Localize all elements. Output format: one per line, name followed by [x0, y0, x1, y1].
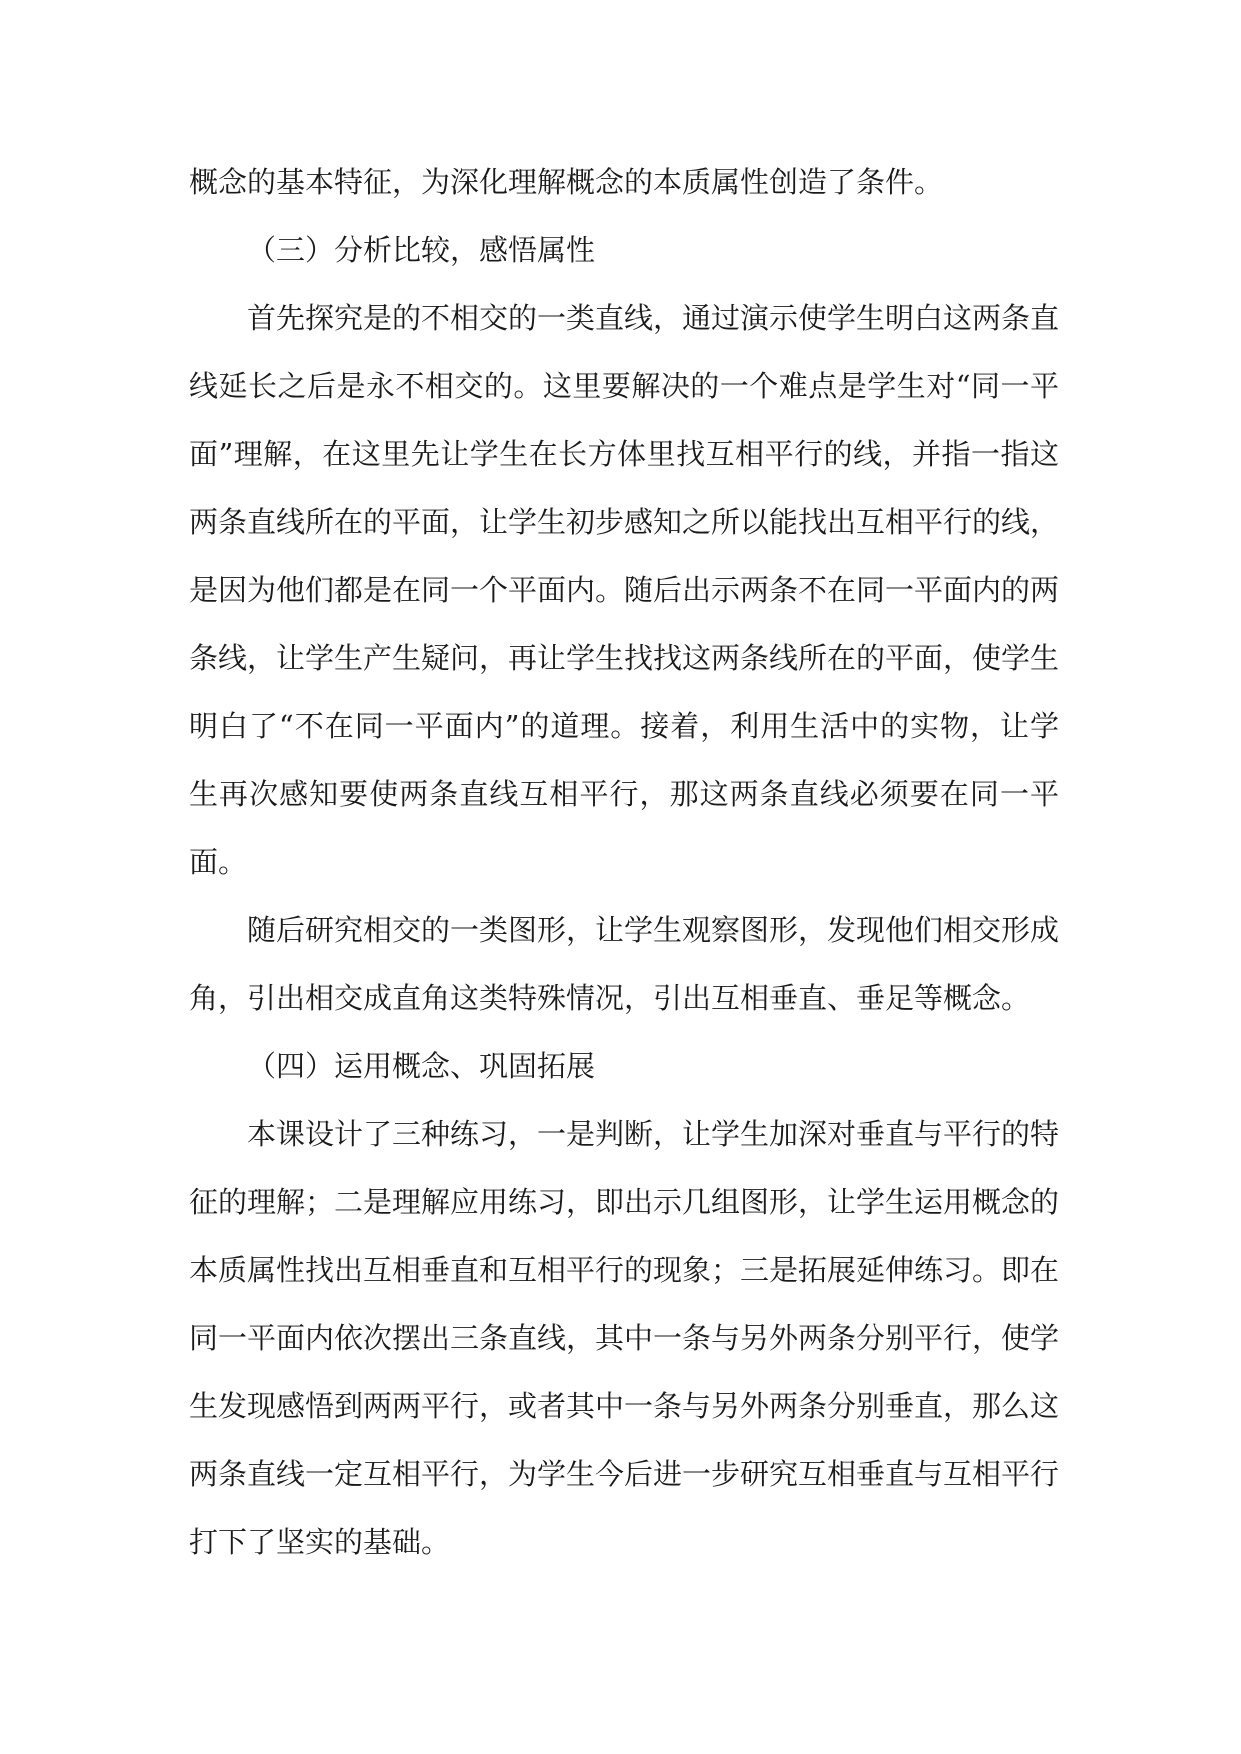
paragraph-continuation: 概念的基本特征，为深化理解概念的本质属性创造了条件。	[189, 165, 944, 199]
paragraph-parallel-lines: 首先探究是的不相交的一类直线，通过演示使学生明白这两条直线延长之后是永不相交的。这里要解决的一个难点是学生对“同一平面”理解，在这里先让学生在长方体里找互相平行的线，并指一指这两条直线所在的平面，让学生初步感知之所以能找出互相平行的线，是因为他们都是在同一个平面内。随后出示两条不在同一平面内的两条线，让学生产生疑问，再让学生找找这两条线所在的平面，使学生明白了“不在同一平面内”的道理。接着，利用生活中的实物，让学生再次感知要使两条直线互相平行，那这两条直线必须要在同一平面。	[189, 301, 1060, 879]
paragraph-exercises: 本课设计了三种练习，一是判断，让学生加深对垂直与平行的特征的理解；二是理解应用练习，即出示几组图形，让学生运用概念的本质属性找出互相垂直和互相平行的现象；三是拓展延伸练习。即在同一平面内依次摆出三条直线，其中一条与另外两条分别平行，使学生发现感悟到两两平行，或者其中一条与另外两条分别垂直，那么这两条直线一定互相平行，为学生今后进一步研究互相垂直与互相平行打下了坚实的基础。	[189, 1117, 1060, 1559]
document-body	[189, 148, 1059, 1576]
paragraph-intersecting-lines: 随后研究相交的一类图形，让学生观察图形，发现他们相交形成角，引出相交成直角这类特殊情况，引出互相垂直、垂足等概念。	[189, 913, 1060, 1015]
section-heading-four: （四）运用概念、巩固拓展	[247, 1049, 596, 1083]
section-heading-three: （三）分析比较，感悟属性	[247, 233, 596, 267]
